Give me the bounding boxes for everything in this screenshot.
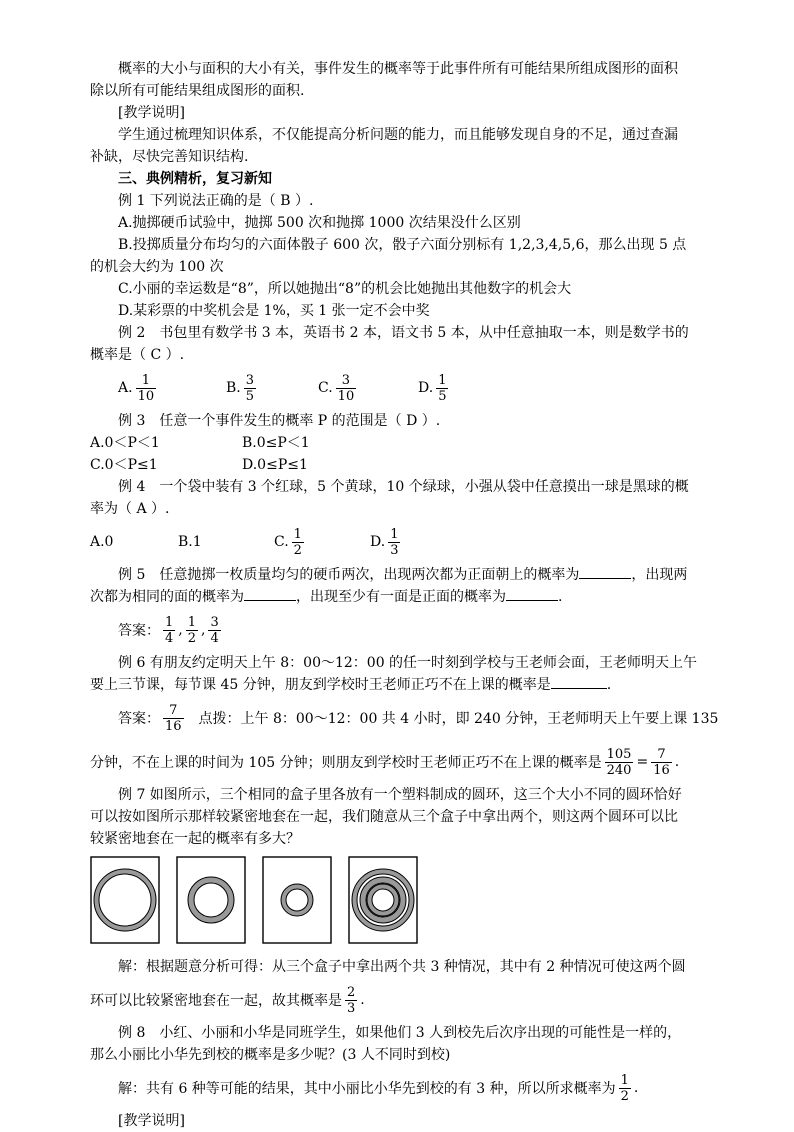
para1-line1: 概率的大小与面积的大小有关，事件发生的概率等于此事件所有可能结果所组成图形的面积: [118, 61, 678, 77]
ex1-question: 例 1 下列说法正确的是（ B ）.: [118, 193, 314, 209]
teaching-note-2: [教学说明]: [118, 1113, 185, 1129]
ex4-option-a: A.0: [90, 534, 114, 550]
document-page: [90, 58, 740, 1132]
ex5-question-line2: 次都为相同的面的概率为 ，出现至少有一面是正面的概率为 .: [90, 586, 740, 608]
box-small-ring: [262, 856, 332, 944]
ex7-question-line2: 可以按如图所示那样较紧密地套在一起，我们随意从三个盒子中拿出两个，则这两个圆环可以比: [90, 809, 678, 825]
ex7-solution-line2: 环可以比较紧密地套在一起，故其概率是 $\frac{2}{3}$ .: [90, 984, 365, 1016]
ex3-options-cd: C.0＜P≤1 D.0≤P≤1: [90, 457, 308, 473]
section-heading-3: 三、典例精析，复习新知: [118, 171, 272, 187]
ex2-option-a: A. $\frac{1}{10}$: [118, 372, 155, 404]
ring-figures: [90, 856, 740, 948]
ex4-option-c: C. $\frac{1}{2}$: [274, 526, 302, 558]
box-nested-rings: [348, 856, 418, 944]
teaching-note-1: [教学说明]: [118, 105, 185, 121]
ex7-solution-line1: 解：根据题意分析可得：从三个盒子中拿出两个共 3 种情况，其中有 2 种情况可使这两个圆: [118, 959, 686, 975]
ex4-question-line1: 例 4 一个袋中装有 3 个红球，5 个黄球，10 个绿球，小强从袋中任意摸出一球是黑球的概: [118, 479, 689, 495]
ex1-option-b-line2: 的机会大约为 100 次: [90, 259, 224, 275]
ex4-options: [90, 520, 740, 564]
ex2-option-d: D. $\frac{1}{5}$: [418, 372, 447, 404]
ex4-question-line2: 率为（ A ）.: [90, 501, 170, 517]
ex6-question-line2: 要上三节课，每节课 45 分钟，朋友到学校时王老师正巧不在上课的概率是 .: [90, 674, 740, 696]
ex2-options: [90, 366, 740, 410]
ex7-question-line1: 例 7 如图所示，三个相同的盒子里各放有一个塑料制成的圆环，这三个大小不同的圆环恰好: [118, 787, 682, 803]
box-medium-ring: [176, 856, 246, 944]
ex1-option-d: D.某彩票的中奖机会是 1%，买 1 张一定不会中奖: [118, 303, 430, 319]
box-large-ring: [90, 856, 160, 944]
ex1-option-b-line1: B.投掷质量分布均匀的六面体骰子 600 次，骰子六面分别标有 1,2,3,4,5,6，那么出现 5 点: [118, 237, 687, 253]
ex6-answer: 答案： $\frac{7}{16}$ 点拨：上午 8：00～12：00 共 4 小时，即 240 分钟，王老师明天上午要上课 135: [118, 702, 719, 734]
para1-line2: 除以所有可能结果组成图形的面积.: [90, 83, 305, 99]
para2-line2: 补缺，尽快完善知识结构.: [90, 149, 249, 165]
ex5-answer: 答案： $\frac{1}{4}$ , $\frac{1}{2}$ , $\frac{3}{4}$: [118, 614, 219, 646]
ex2-question-line2: 概率是（ C ）.: [90, 347, 185, 363]
ex6-solution-line: 分钟，不在上课的时间为 105 分钟；则朋友到学校时王老师正巧不在上课的概率是 $\frac{105}{240}$ = $\frac{7}{16}$ .: [90, 746, 680, 778]
ex8-question-line1: 例 8 小红、小丽和小华是同班学生，如果他们 3 人到校先后次序出现的可能性是一样的，: [118, 1025, 682, 1041]
ex7-question-line3: 较紧密地套在一起的概率有多大？: [90, 831, 300, 847]
ex5-question-line1: 例 5 任意抛掷一枚质量均匀的硬币两次，出现两次都为正面朝上的概率为 ，出现两: [90, 564, 740, 586]
ex2-option-c: C. $\frac{3}{10}$: [318, 372, 355, 404]
ex4-option-b: B.1: [178, 534, 202, 550]
ex6-question-line1: 例 6 有朋友约定明天上午 8：00～12：00 的任一时刻到学校与王老师会面，王老师明天上午: [118, 655, 698, 671]
ex4-option-d: D. $\frac{1}{3}$: [370, 526, 399, 558]
ex2-question-line1: 例 2 书包里有数学书 3 本，英语书 2 本，语文书 5 本，从中任意抽取一本，则是数学书的: [118, 325, 689, 341]
para2-line1: 学生通过梳理知识体系，不仅能提高分析问题的能力，而且能够发现自身的不足，通过查漏: [118, 127, 678, 143]
ex8-solution: 解：共有 6 种等可能的结果，其中小丽比小华先到校的有 3 种，所以所求概率为 $\frac{1}{2}$ .: [118, 1072, 639, 1104]
ex3-question: 例 3 任意一个事件发生的概率 P 的范围是（ D ）.: [118, 413, 441, 429]
ex1-option-a: A.抛掷硬币试验中，抛掷 500 次和抛掷 1000 次结果没什么区别: [118, 215, 521, 231]
ex3-options-ab: A.0＜P＜1 B.0≤P＜1: [90, 435, 310, 451]
ex2-option-b: B. $\frac{3}{5}$: [226, 372, 255, 404]
ex1-option-c: C.小丽的幸运数是“8”，所以她抛出“8”的机会比她抛出其他数字的机会大: [118, 281, 572, 297]
ex8-question-line2: 那么小丽比小华先到校的概率是多少呢？(3 人不同时到校): [90, 1047, 451, 1063]
